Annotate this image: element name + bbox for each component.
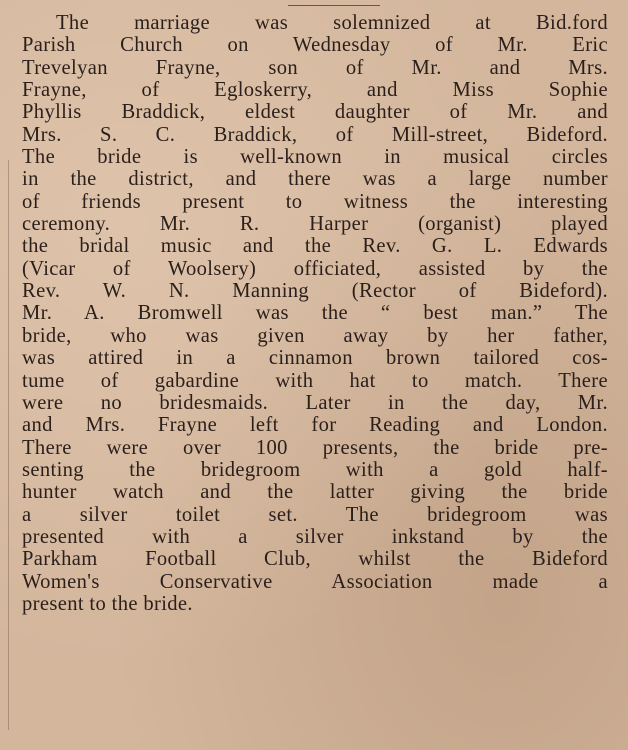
article-line: a silver toilet set. The bridegroom was (22, 503, 608, 526)
article-line: (Vicar of Woolsery) officiated, assisted by the (22, 257, 608, 280)
article-line: The bride is well-known in musical circles (22, 146, 608, 169)
article-line: Rev. W. N. Manning (Rector of Bideford). (22, 280, 608, 303)
article-line: were no bridesmaids. Later in the day, Mr. (22, 391, 608, 414)
article-line: The marriage was solemnized at Bid.ford (56, 12, 608, 34)
article-line: Mrs. S. C. Braddick, of Mill-street, Bideford. (22, 123, 608, 146)
column-edge-line (8, 160, 9, 730)
article-line: present to the bride. (22, 592, 193, 615)
article-line: There were over 100 presents, the bride pre- (22, 436, 608, 459)
article-line: hunter watch and the latter giving the bride (22, 481, 608, 504)
article-line: Mr. A. Bromwell was the “ best man.” The (22, 302, 608, 325)
article-line: presented with a silver inkstand by the (22, 525, 608, 548)
article-line: Frayne, of Egloskerry, and Miss Sophie (22, 79, 608, 102)
article-line: and Mrs. Frayne left for Reading and London. (22, 414, 608, 437)
article-line: Phyllis Braddick, eldest daughter of Mr. and (22, 101, 608, 124)
article-line: ceremony. Mr. R. Harper (organist) played (22, 213, 608, 236)
article-line: tume of gabardine with hat to match. There (22, 369, 608, 392)
article-line: Trevelyan Frayne, son of Mr. and Mrs. (22, 56, 608, 79)
article-line: senting the bridegroom with a gold half- (22, 458, 608, 481)
article-line: Parish Church on Wednesday of Mr. Eric (22, 34, 608, 57)
article-line: of friends present to witness the interesting (22, 190, 608, 213)
article-line: in the district, and there was a large number (22, 168, 608, 191)
article-line: Women's Conservative Association made a (22, 570, 608, 593)
article-line: was attired in a cinnamon brown tailored cos- (22, 347, 608, 370)
article-line: Parkham Football Club, whilst the Bideford (22, 548, 608, 571)
top-rule (288, 5, 380, 6)
article-line: bride, who was given away by her father, (22, 324, 608, 347)
article-text (22, 12, 608, 615)
article-line: the bridal music and the Rev. G. L. Edwards (22, 235, 608, 258)
